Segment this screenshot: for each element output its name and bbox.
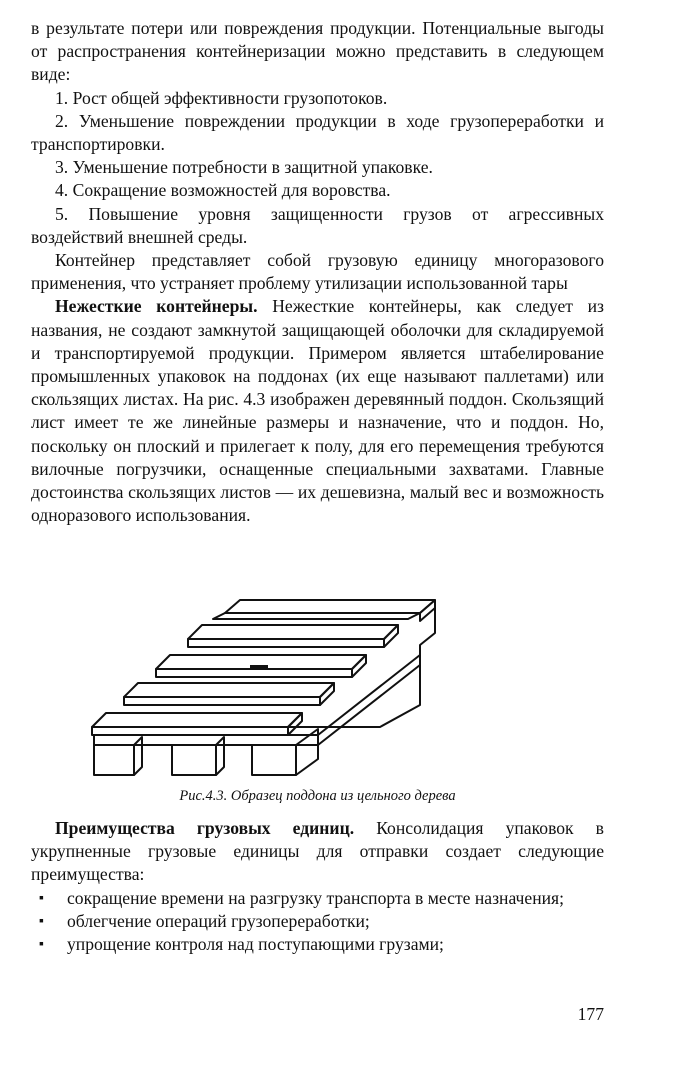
list-item: 3. Уменьшение потребности в защитной упаковке. <box>55 157 433 178</box>
figure-caption: Рис.4.3. Образец поддона из цельного дерева <box>179 788 456 804</box>
advantages-list <box>31 887 604 957</box>
paragraph-nonrigid <box>31 295 604 527</box>
paragraph-body: Нежесткие контейнеры, как следует из названия, не создают замкнутой защищающей оболочки для складируемой и транспортируемой продукции. Примером является штабелирование промышленных упаковок на поддонах (их еще называют паллетами) или скользящих листах. На рис. 4.3 изображен деревянный поддон. Скользящий лист имеет те же линейные размеры и назначение, что и поддон. Но, поскольку он плоский и прилегает к полу, для его перемещения требуются вилочные погрузчики, оснащенные специальными захватами. Главные достоинства скользящих листов — их дешевизна, малый вес и возможность одноразового использования. <box>31 296 604 526</box>
list-item: 1. Рост общей эффективности грузопотоков. <box>55 87 388 108</box>
list-item <box>31 887 604 910</box>
page-number: 177 <box>577 1004 604 1024</box>
list-item <box>31 910 604 933</box>
list-item-text: сокращение времени на разгрузку транспорта в месте назначения; <box>67 887 565 908</box>
paragraph-container: Контейнер представляет собой грузовую единицу многоразового применения, что устраняет проблему утилизации использованной тары <box>31 250 604 294</box>
square-bullet-icon: ▪ <box>39 913 44 929</box>
section-heading: Нежесткие контейнеры. <box>55 296 258 317</box>
list-item-text: упрощение контроля над поступающими грузами; <box>67 934 444 955</box>
paragraph-advantages <box>31 817 604 887</box>
list-item <box>31 933 604 956</box>
list-item-text: облегчение операций грузопереработки; <box>67 910 370 931</box>
paragraph-body: Консолидация упаковок в укрупненные грузовые единицы для отправки создает следующие преимущества: <box>31 818 604 885</box>
paragraph-intro: в результате потери или повреждения продукции. Потенциальные выгоды от распространения контейнеризации можно представить в следующем виде: <box>31 18 604 85</box>
list-item: 5. Повышение уровня защищенности грузов от агрессивных воздействий внешней среды. <box>31 203 604 247</box>
section-heading: Преимущества грузовых единиц. <box>55 818 355 838</box>
list-item: 4. Сокращение возможностей для воровства. <box>55 180 391 201</box>
square-bullet-icon: ▪ <box>39 937 44 953</box>
square-bullet-icon: ▪ <box>39 890 44 906</box>
text-block-top <box>31 17 604 527</box>
text-block-bottom <box>31 817 604 956</box>
pallet-illustration <box>90 595 450 785</box>
list-item: 2. Уменьшение повреждении продукции в ходе грузопереработки и транспортировки. <box>31 110 604 155</box>
